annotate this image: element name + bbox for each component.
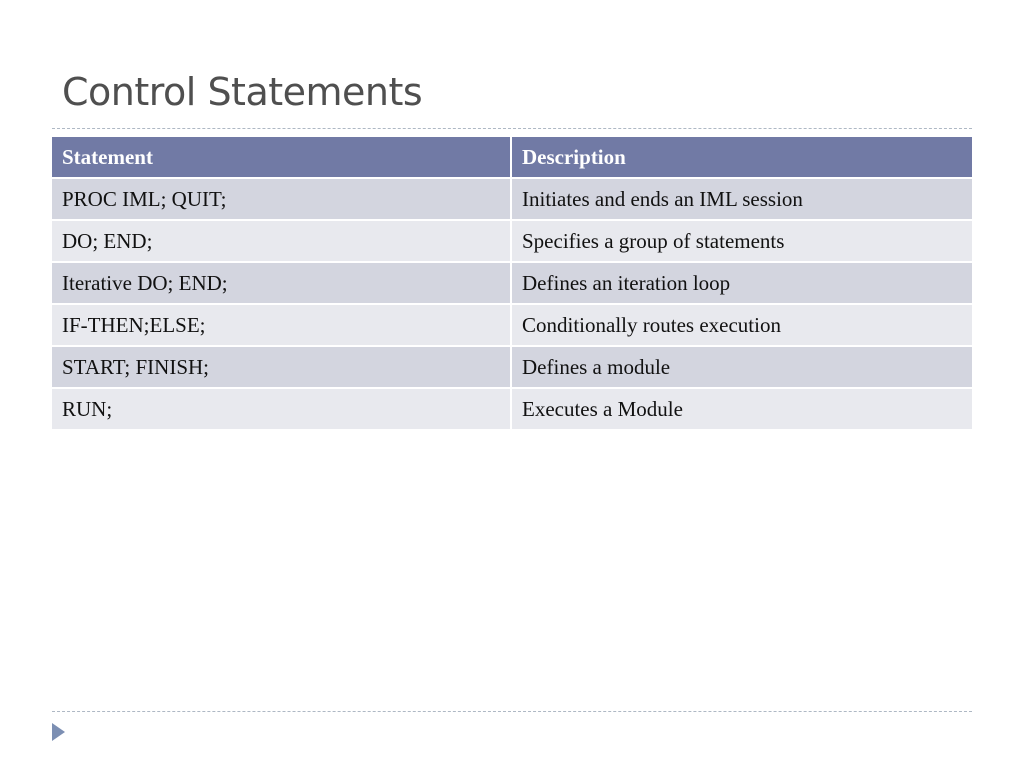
statement-cell: RUN; (52, 389, 512, 431)
description-cell: Executes a Module (512, 389, 972, 431)
triangle-right-icon[interactable] (52, 723, 65, 741)
table-row (52, 263, 972, 305)
statements-table (52, 137, 972, 431)
header-statement: Statement (52, 137, 512, 179)
table-row (52, 179, 972, 221)
description-cell: Initiates and ends an IML session (512, 179, 972, 221)
description-cell: Conditionally routes execution (512, 305, 972, 347)
statements-table-container (52, 137, 972, 431)
title-divider (52, 128, 972, 129)
statement-cell: START; FINISH; (52, 347, 512, 389)
description-cell: Defines an iteration loop (512, 263, 972, 305)
table-row (52, 221, 972, 263)
table-row (52, 347, 972, 389)
table-row (52, 305, 972, 347)
description-cell: Specifies a group of statements (512, 221, 972, 263)
footer-divider (52, 711, 972, 712)
table-header-row (52, 137, 972, 179)
slide-title: Control Statements (62, 70, 423, 114)
description-cell: Defines a module (512, 347, 972, 389)
statement-cell: IF-THEN;ELSE; (52, 305, 512, 347)
statement-cell: Iterative DO; END; (52, 263, 512, 305)
table-row (52, 389, 972, 431)
statement-cell: DO; END; (52, 221, 512, 263)
header-description: Description (512, 137, 972, 179)
statement-cell: PROC IML; QUIT; (52, 179, 512, 221)
